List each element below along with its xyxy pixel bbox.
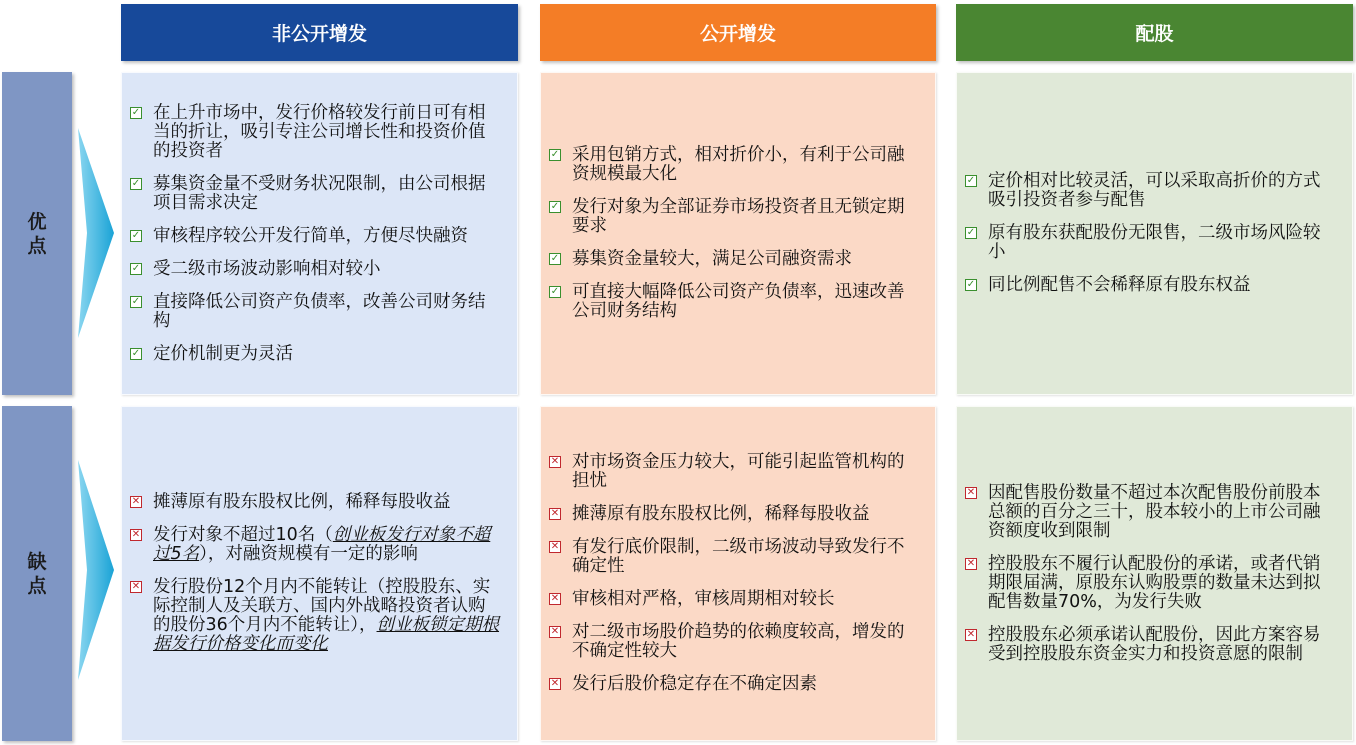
list-item [965,224,1336,262]
item-text-after: ），对融资规模有一定的影响 [199,544,418,564]
list-item [549,623,919,661]
cons-private-placement [121,406,518,741]
header-private-placement-label: 非公开增发 [271,23,367,45]
item-text: 对二级市场股价趋势的依赖度较高，增发的不确定性较大 [572,622,905,661]
item-text: 摊薄原有股东股权比例，稀释每股收益 [153,492,451,512]
list-item [549,283,919,321]
cross-box-icon: ✕ [131,581,141,592]
check-box-icon: ✓ [131,229,141,241]
item-text: 控股股东不履行认配股份的承诺，或者代销期限届满，原股东认购股票的数量未达到拟配售数量70%，为发行失败 [988,553,1321,612]
row-label-pros-text: 优点 [27,210,47,257]
item-text: 发行对象为全部证券市场投资者且无锁定期要求 [572,197,905,236]
cross-box-icon: ✕ [131,496,141,507]
row-label-pros [2,72,72,395]
item-note: 创业板锁定期根据发行价格变化而变化 [153,615,500,654]
item-text: 控股股东必须承诺认配股份，因此方案容易受到控股股东资金实力和投资意愿的限制 [988,624,1321,664]
pros-rights-issue [956,72,1353,395]
list-item [130,260,501,279]
list-item [130,526,501,564]
list-item [965,172,1336,210]
list-item [130,345,501,364]
cross-box-icon: ✕ [550,678,560,689]
header-private-placement [121,4,518,61]
check-box-icon: ✓ [550,253,560,264]
cons-public-offering [540,406,936,741]
item-text: 可直接大幅降低公司资产负债率，迅速改善公司财务结构 [572,282,905,321]
check-box-icon: ✓ [550,286,560,297]
list-item [130,578,501,654]
row-label-cons [2,406,72,741]
check-box-icon: ✓ [131,347,141,359]
item-text: 定价机制更为灵活 [153,343,293,364]
pros-private-placement [121,72,518,395]
list-item [965,555,1336,612]
item-text: 采用包销方式，相对折价小，有利于公司融资规模最大化 [572,145,905,184]
list-item [549,453,919,491]
list-item [965,276,1336,295]
cross-box-icon: ✕ [550,456,560,467]
cross-box-icon: ✕ [550,593,560,604]
list-item [549,538,919,576]
list-item [549,590,919,609]
check-box-icon: ✓ [550,149,560,160]
item-text: 同比例配售不会稀释原有股东权益 [988,275,1251,295]
header-rights-issue [956,4,1353,61]
chevron-arrow-cons-icon [78,460,114,680]
list-item [130,175,501,213]
item-text: 发行对象不超过10名（ [153,525,333,545]
header-public-offering-label: 公开增发 [699,23,776,45]
check-box-icon: ✓ [966,279,976,290]
item-text: 募集资金量不受财务状况限制，由公司根据项目需求决定 [153,173,486,213]
list-item [965,626,1336,664]
check-box-icon: ✓ [966,227,976,238]
pros-public-offering [540,72,936,395]
item-text: 摊薄原有股东股权比例，稀释每股收益 [572,504,870,524]
check-box-icon: ✓ [131,262,141,274]
list-item [130,493,501,512]
item-text: 有发行底价限制，二级市场波动导致发行不确定性 [572,537,905,576]
item-text: 在上升市场中，发行价格较发行前日可有相当的折让，吸引专注公司增长性和投资价值的投资者 [153,102,486,161]
item-note: 创业板发行对象不超过5名 [153,525,491,564]
cross-box-icon: ✕ [966,486,976,498]
check-box-icon: ✓ [550,201,560,212]
item-text: 发行股份12个月内不能转让（控股股东、实际控制人及关联方、国内外战略投资者认购的股份36个月内不能转让）， [153,577,491,635]
row-label-cons-text: 缺点 [27,550,47,597]
cross-box-icon: ✕ [131,529,141,540]
item-text: 受二级市场波动影响相对较小 [153,258,381,279]
cross-box-icon: ✕ [966,628,976,640]
list-item [549,505,919,524]
cross-box-icon: ✕ [550,508,560,519]
header-public-offering [540,4,936,61]
list-item [965,484,1336,541]
item-text: 原有股东获配股份无限售，二级市场风险较小 [988,223,1321,262]
list-item [549,146,919,184]
item-text: 因配售股份数量不超过本次配售股份前股本总额的百分之三十，股本较小的上市公司融资额度收到限制 [988,482,1321,541]
item-text: 定价相对比较灵活，可以采取高折价的方式吸引投资者参与配售 [988,171,1321,210]
item-text: 审核相对严格，审核周期相对较长 [572,589,835,609]
item-text: 直接降低公司资产负债率，改善公司财务结构 [153,291,486,331]
list-item [130,227,501,246]
list-item [549,198,919,236]
check-box-icon: ✓ [966,175,976,186]
list-item [130,104,501,161]
item-text: 对市场资金压力较大，可能引起监管机构的担忧 [572,452,905,491]
cross-box-icon: ✕ [966,557,976,569]
cons-rights-issue [956,406,1353,741]
list-item [549,675,919,694]
check-box-icon: ✓ [131,295,141,307]
header-rights-issue-label: 配股 [1135,23,1174,45]
list-item [549,250,919,269]
list-item [130,293,501,331]
cross-box-icon: ✕ [550,626,560,637]
check-box-icon: ✓ [131,106,141,118]
item-text: 发行后股价稳定存在不确定因素 [572,674,817,694]
cross-box-icon: ✕ [550,541,560,552]
chevron-arrow-pros-icon [78,128,114,338]
item-text: 审核程序较公开发行简单，方便尽快融资 [153,225,468,246]
item-text: 募集资金量较大，满足公司融资需求 [572,249,852,269]
check-box-icon: ✓ [131,177,141,189]
